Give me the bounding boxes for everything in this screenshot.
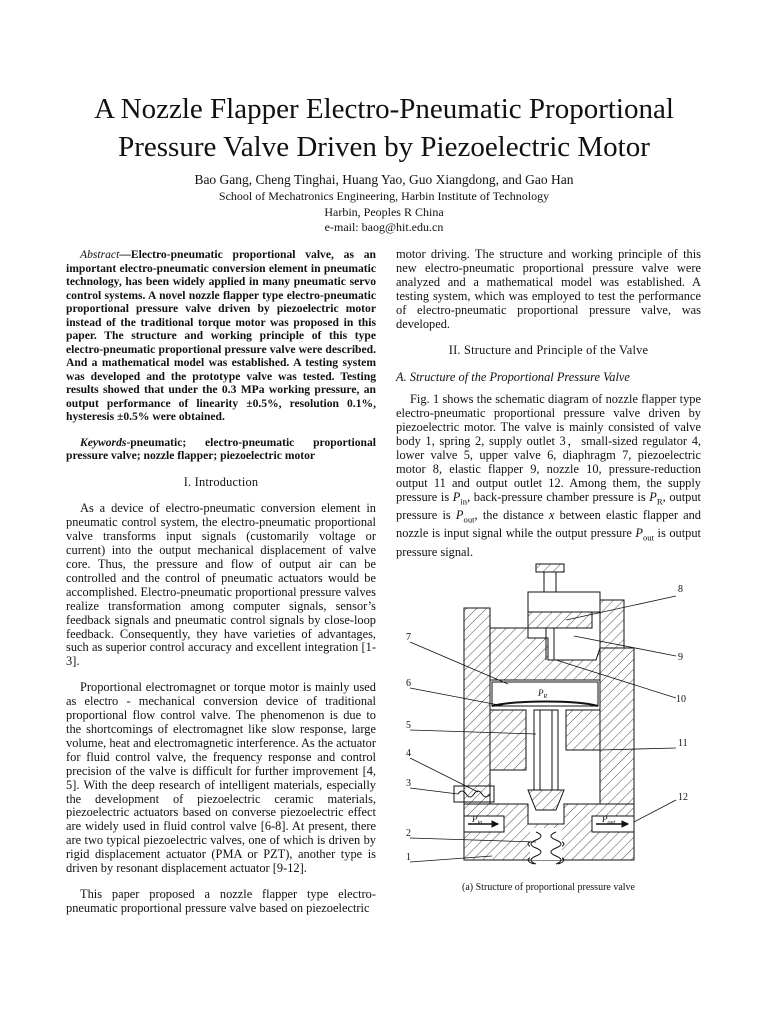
location: Harbin, Peoples R China bbox=[324, 205, 444, 219]
text-run: , output pressure is bbox=[396, 489, 702, 522]
intro-paragraph-1: As a device of electro-pneumatic conversion element in pneumatic control system, the electro-pneumatic proportional valve transforms input signals (customarily voltage or current) into the output mechanical displacement of valve core. Thus, the pressure and flow of output air can be controlled and the control of pneumatic actuators would be accomplished. Electro-pneumatic proportional pressure valves realize transformation among computer signals, sensor’s feedback signals and pneumatic control signals by close-loop feedback. Consequently, they have varieties of advantages, such as superior control accuracy and excellent integration [1-3]. bbox=[66, 501, 376, 669]
keywords-label: Keywords bbox=[80, 435, 127, 449]
title-line-1: A Nozzle Flapper Electro-Pneumatic Proportional bbox=[94, 93, 674, 125]
symbol-sub-out: out bbox=[463, 514, 475, 525]
affiliation: School of Mechatronics Engineering, Harbin Institute of Technology bbox=[218, 189, 550, 203]
label-6: 6 bbox=[406, 678, 411, 689]
mid-body-right bbox=[566, 710, 600, 750]
symbol-p-out: P bbox=[455, 507, 464, 522]
label-1: 1 bbox=[406, 852, 411, 863]
piezo-motor-housing bbox=[528, 592, 600, 612]
label-5: 5 bbox=[406, 720, 411, 731]
keywords-text: -pneumatic; electro-pneumatic proportional pressure valve; nozzle flapper; piezoelectric motor bbox=[66, 435, 376, 462]
symbol-x: x bbox=[548, 507, 555, 522]
upper-valve-6 bbox=[534, 710, 558, 790]
section-heading-structure: II. Structure and Principle of the Valve bbox=[448, 343, 649, 358]
label-p-r: $P_R$ bbox=[538, 688, 548, 700]
label-2: 2 bbox=[406, 828, 411, 839]
label-7: 7 bbox=[406, 632, 411, 643]
text-run: , the distance bbox=[474, 507, 549, 522]
motor-knob bbox=[536, 564, 564, 572]
symbol-p-r: P bbox=[649, 489, 657, 504]
symbol-p-in: P bbox=[452, 489, 461, 504]
right-ear bbox=[600, 600, 624, 648]
figure-description-paragraph bbox=[396, 393, 701, 559]
motor-shaft bbox=[544, 572, 556, 592]
text-run: between elastic flapper and nozzle is input signal while the output pressure bbox=[396, 507, 702, 541]
flapper-block bbox=[528, 612, 592, 628]
abstract bbox=[66, 248, 376, 424]
label-10: 10 bbox=[676, 694, 686, 705]
right-paragraph-1: motor driving. The structure and working principle of this new electro-pneumatic proportional pressure valve were analyzed and a mathematical model was established. A testing system, which was employed to test the performance of electro-pneumatic proportional pressure valve, was developed. bbox=[396, 247, 701, 331]
author-list: Bao Gang, Cheng Tinghai, Huang Yao, Guo Xiangdong, and Gao Han bbox=[194, 172, 574, 187]
paper-title bbox=[30, 90, 738, 166]
label-4: 4 bbox=[406, 748, 411, 759]
intro-paragraph-2: Proportional electromagnet or torque motor is mainly used as electro - mechanical conversion device of traditional proportional flow control valve. The phenomenon is due to the shortcomings of electromagnet like slow response, large volume, heat and electromagnetic interference. As the actuator for fluid control valve, the frequency response and control precision of the valve is difficult for further improvement [4, 5]. With the deep research of intelligent materials, especially the development of piezoelectric ceramic materials, piezoelectric actuators based on converse piezoelectric effect are widely used in fluid control valve [6-8]. At present, there are two typical piezoelectric valves, one of which is driven by rigid displacement actuator (PMA or PZT), another type is driven by resonant displacement actuator [9-12]. bbox=[66, 680, 376, 876]
text-run: Fig. 1 shows the schematic diagram of nozzle flapper type electro-pneumatic proportional pressure valve driven by piezoelectric motor. The valve is mainly consisted of valve body 1, spring 2, supply outlet 3，small-sized regulator 4, lower valve 5, upper valve 6, diaphragm 7, piezoelectric motor 8, elastic flapper 9, nozzle 10, pressure-reduction output 11 and output outlet 12. Among them, the supply pressure is bbox=[396, 392, 701, 504]
left-column bbox=[66, 248, 376, 916]
label-p-in: $P_{in}$ bbox=[472, 814, 483, 826]
valve-schematic-figure bbox=[396, 560, 706, 870]
symbol-p-out: P bbox=[635, 526, 643, 541]
section-heading-introduction: I. Introduction bbox=[183, 474, 259, 489]
right-column bbox=[396, 248, 701, 560]
abstract-text: —Electro-pneumatic proportional valve, as an important electro-pneumatic conversion element in pneumatic technology, has been widely applied in many pneumatic servo control systems. A novel nozzle flapper type electro-pneumatic proportional pressure valve driven by piezoelectric motor instead of the traditional torque motor was proposed in this paper. The structure and working principle of this type electro-pneumatic proportional pressure valve were described. And a mathematical model was established. A testing system was developed and the prototype valve was tested. Testing results showed that under the 0.3 MPa working pressure, an output performance of linearity ±0.5%, resolution 0.1%, hysteresis ±0.5% were obtained. bbox=[66, 248, 376, 423]
text-run: , back-pressure chamber pressure is bbox=[467, 489, 650, 504]
intro-paragraph-3: This paper proposed a nozzle flapper type electro-pneumatic proportional pressure valve based on piezoelectric bbox=[66, 886, 376, 915]
symbol-sub-r: R bbox=[656, 496, 663, 507]
mid-body-left bbox=[490, 710, 526, 770]
email: e-mail: baog@hit.edu.cn bbox=[324, 220, 444, 234]
symbol-sub-out: out bbox=[642, 532, 655, 543]
right-body-wall bbox=[600, 648, 634, 804]
symbol-sub-in: in bbox=[460, 496, 468, 507]
abstract-label: Abstract bbox=[80, 248, 120, 261]
label-p-out: $P_{out}$ bbox=[602, 814, 616, 826]
upper-body-block bbox=[490, 628, 600, 680]
title-line-2: Pressure Valve Driven by Piezoelectric Motor bbox=[118, 131, 650, 163]
figure-caption: (a) Structure of proportional pressure valve bbox=[462, 882, 635, 893]
label-8: 8 bbox=[678, 584, 683, 595]
label-3: 3 bbox=[406, 778, 411, 789]
subsection-heading-a: A. Structure of the Proportional Pressure Valve bbox=[396, 370, 630, 385]
left-body-wall bbox=[464, 608, 490, 804]
lower-valve-5 bbox=[528, 790, 564, 810]
label-12: 12 bbox=[678, 792, 688, 803]
label-9: 9 bbox=[678, 652, 683, 663]
keywords bbox=[66, 436, 376, 463]
text-run: is output pressure signal. bbox=[396, 526, 701, 559]
label-11: 11 bbox=[678, 738, 688, 749]
